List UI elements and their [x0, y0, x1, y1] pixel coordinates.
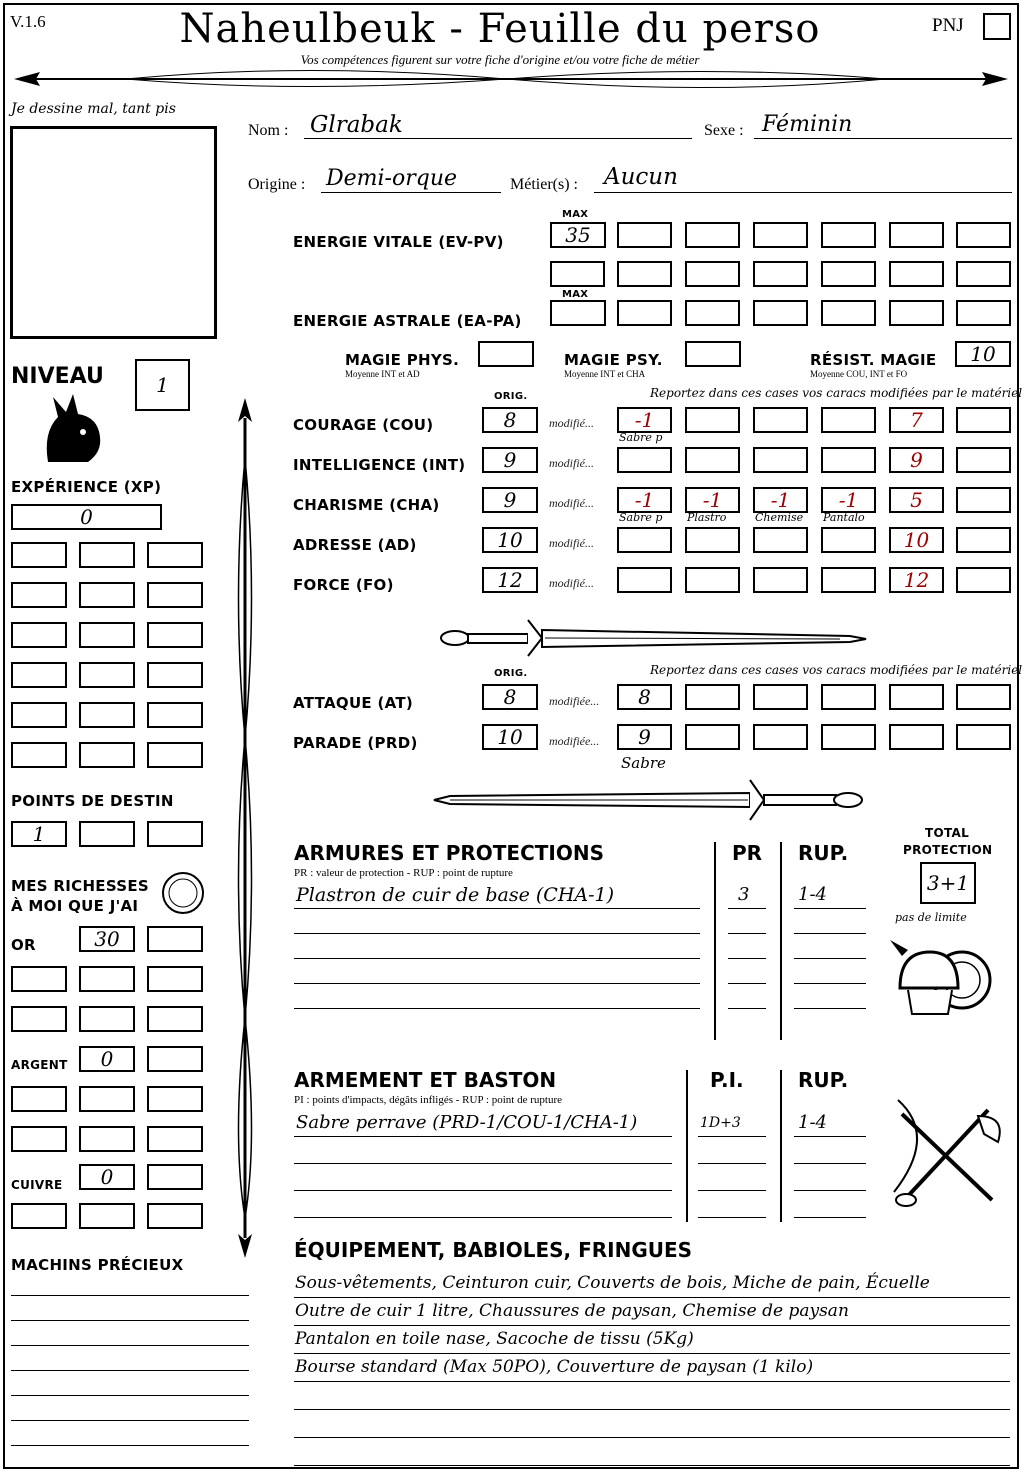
- armor-pr-line[interactable]: [728, 983, 766, 984]
- wealth-label-2: À MOI QUE J'AI: [11, 897, 139, 915]
- version-label: V.1.6: [10, 12, 46, 31]
- ev-label: ENERGIE VITALE (EV-PV): [293, 233, 504, 251]
- precious-line[interactable]: [11, 1420, 249, 1421]
- stat-mod-box[interactable]: 10: [889, 527, 944, 553]
- combat-mod-box[interactable]: [889, 724, 944, 750]
- stat-mod-box[interactable]: [753, 447, 808, 473]
- equipment-item[interactable]: Outre de cuir 1 litre, Chaussures de paysan, Chemise de paysan: [295, 1301, 849, 1321]
- weapon-line[interactable]: [294, 1190, 672, 1191]
- stat-mod-box[interactable]: [753, 407, 808, 433]
- armor-line[interactable]: [294, 1008, 700, 1009]
- stat-mod-box[interactable]: -1: [685, 487, 740, 513]
- sex-label: Sexe :: [704, 122, 744, 139]
- equipment-title: ÉQUIPEMENT, BABIOLES, FRINGUES: [294, 1238, 693, 1262]
- weapon-item-rup[interactable]: 1-4: [798, 1112, 827, 1133]
- stat-mod-box[interactable]: [617, 567, 672, 593]
- wealth-box[interactable]: [11, 1126, 67, 1152]
- stat-label: FORCE (FO): [293, 576, 394, 594]
- armor-pr-label: PR: [732, 841, 763, 865]
- wealth-box[interactable]: [11, 1203, 67, 1229]
- xp-box[interactable]: [11, 622, 67, 648]
- wealth-box[interactable]: [11, 1086, 67, 1112]
- weapon-line[interactable]: [294, 1217, 672, 1218]
- wealth-box[interactable]: [79, 1006, 135, 1032]
- name-value[interactable]: Glrabak: [310, 112, 403, 138]
- ev-box[interactable]: [550, 261, 605, 287]
- ev-box[interactable]: [889, 261, 944, 287]
- armor-sub: PR : valeur de protection - RUP : point de rupture: [294, 867, 513, 879]
- wealth-box[interactable]: [147, 1046, 203, 1072]
- equipment-item[interactable]: Pantalon en toile nase, Sacoche de tissu (5Kg): [295, 1329, 694, 1349]
- weapon-rup-line[interactable]: [794, 1136, 866, 1137]
- magic-phys-label: MAGIE PHYS.: [345, 351, 460, 369]
- dragon-icon: [38, 392, 108, 466]
- stat-mod-box[interactable]: -1: [617, 487, 672, 513]
- magic-phys-sub: Moyenne INT et AD: [345, 369, 420, 379]
- wealth-box[interactable]: [147, 926, 203, 952]
- xp-box[interactable]: [147, 702, 203, 728]
- destiny-box[interactable]: [79, 821, 135, 847]
- precious-line[interactable]: [11, 1395, 249, 1396]
- ev-box[interactable]: [956, 261, 1011, 287]
- weapon-rup-line[interactable]: [794, 1163, 866, 1164]
- stat-orig-box[interactable]: 8: [482, 407, 538, 433]
- armor-divider-2: [780, 842, 782, 1040]
- magic-phys-box[interactable]: [478, 341, 534, 367]
- ev-max-label: MAX: [562, 209, 589, 220]
- pnj-checkbox[interactable]: [983, 13, 1011, 40]
- armor-pr-line[interactable]: [728, 958, 766, 959]
- combat-mod-box[interactable]: 9: [617, 724, 672, 750]
- armor-rup-label: RUP.: [798, 841, 849, 865]
- stat-mod-box[interactable]: [753, 567, 808, 593]
- combat-mod-box[interactable]: [685, 684, 740, 710]
- combat-modif-label: modifiée...: [549, 694, 600, 708]
- equipment-line[interactable]: [294, 1465, 1010, 1466]
- precious-line[interactable]: [11, 1295, 249, 1296]
- coin-icon: [160, 870, 206, 916]
- stat-mod-box[interactable]: [685, 527, 740, 553]
- weapons-title: ARMEMENT ET BASTON: [294, 1068, 557, 1092]
- precious-line[interactable]: [11, 1320, 249, 1321]
- stat-mod-box[interactable]: 9: [889, 447, 944, 473]
- ea-box[interactable]: [821, 300, 876, 326]
- armor-rup-line[interactable]: [794, 1008, 866, 1009]
- ea-box[interactable]: [685, 300, 740, 326]
- precious-label: MACHINS PRÉCIEUX: [11, 1256, 184, 1274]
- stat-label: CHARISME (CHA): [293, 496, 440, 514]
- ev-max-box[interactable]: 35: [550, 222, 606, 248]
- sex-line: [754, 138, 1012, 139]
- xp-box[interactable]: [11, 542, 67, 568]
- armor-title: ARMURES ET PROTECTIONS: [294, 841, 604, 865]
- stat-orig-box[interactable]: 9: [482, 487, 538, 513]
- stat-mod-box[interactable]: -1: [753, 487, 808, 513]
- sword-icon-2: [430, 776, 870, 826]
- stat-mod-note: Plastro: [687, 511, 727, 524]
- stat-orig-box[interactable]: 9: [482, 447, 538, 473]
- ev-box[interactable]: [889, 222, 944, 248]
- xp-box[interactable]: [79, 542, 135, 568]
- copper-box[interactable]: 0: [79, 1164, 135, 1190]
- stat-orig-box[interactable]: 10: [482, 527, 538, 553]
- stat-mod-box[interactable]: [685, 407, 740, 433]
- destiny-label: POINTS DE DESTIN: [11, 792, 174, 810]
- xp-box[interactable]: [79, 742, 135, 768]
- pnj-label: PNJ: [932, 15, 964, 36]
- wealth-box[interactable]: [79, 1126, 135, 1152]
- sex-value[interactable]: Féminin: [762, 112, 853, 137]
- armor-line[interactable]: [294, 933, 700, 934]
- stat-mod-box[interactable]: [956, 527, 1011, 553]
- armor-pr-line[interactable]: [728, 1008, 766, 1009]
- precious-line[interactable]: [11, 1370, 249, 1371]
- vertical-spear-icon: [230, 398, 260, 1258]
- stat-mod-box[interactable]: [821, 407, 876, 433]
- wealth-box[interactable]: [147, 1164, 203, 1190]
- xp-box[interactable]: [147, 662, 203, 688]
- stat-mod-box[interactable]: [685, 447, 740, 473]
- total-label-2: PROTECTION: [903, 843, 993, 857]
- origin-value[interactable]: Demi-orque: [326, 166, 458, 191]
- ev-box[interactable]: [617, 222, 672, 248]
- weapon-pi-line[interactable]: [698, 1190, 766, 1191]
- portrait-caption: Je dessine mal, tant pis: [11, 101, 176, 117]
- equipment-line[interactable]: [294, 1381, 1010, 1382]
- armor-pr-line[interactable]: [728, 908, 766, 909]
- stat-mod-box[interactable]: [956, 487, 1011, 513]
- stat-mod-box[interactable]: [821, 567, 876, 593]
- equipment-line[interactable]: [294, 1297, 1010, 1298]
- wealth-box[interactable]: [147, 966, 203, 992]
- ev-box[interactable]: [753, 222, 808, 248]
- helmet-shield-icon: [888, 928, 998, 1028]
- stat-mod-box[interactable]: -1: [821, 487, 876, 513]
- wealth-box[interactable]: [147, 1006, 203, 1032]
- armor-item-pr[interactable]: 3: [738, 884, 750, 905]
- xp-box[interactable]: [79, 622, 135, 648]
- stat-mod-box[interactable]: [956, 567, 1011, 593]
- armor-item-name[interactable]: Plastron de cuir de base (CHA-1): [296, 884, 615, 906]
- ea-max-box[interactable]: [550, 300, 606, 326]
- magic-psy-sub: Moyenne INT et CHA: [564, 369, 646, 379]
- wealth-label-1: MES RICHESSES: [11, 877, 150, 895]
- weapons-sub: PI : points d'impacts, dégâts infligés - RUP : point de rupture: [294, 1094, 562, 1106]
- weapon-rup-line[interactable]: [794, 1217, 866, 1218]
- wealth-box[interactable]: [147, 1203, 203, 1229]
- magic-psy-label: MAGIE PSY.: [564, 351, 663, 369]
- combat-mod-box[interactable]: [753, 724, 808, 750]
- wealth-box[interactable]: [11, 966, 67, 992]
- armor-rup-line[interactable]: [794, 908, 866, 909]
- combat-mod-box[interactable]: [753, 684, 808, 710]
- weapons-pi-label: P.I.: [710, 1068, 744, 1092]
- weapon-item-name[interactable]: Sabre perrave (PRD-1/COU-1/CHA-1): [296, 1112, 638, 1133]
- job-label: Métier(s) :: [510, 176, 578, 193]
- xp-box[interactable]: [79, 662, 135, 688]
- equipment-line[interactable]: [294, 1353, 1010, 1354]
- weapon-rup-line[interactable]: [794, 1190, 866, 1191]
- spear-divider-icon: [6, 64, 1016, 94]
- sheet-subtitle: Vos compétences figurent sur votre fiche d'origine et/ou votre fiche de métier: [300, 52, 700, 67]
- weapon-line[interactable]: [294, 1136, 672, 1137]
- xp-label: EXPÉRIENCE (XP): [11, 478, 162, 496]
- stat-mod-box[interactable]: [617, 527, 672, 553]
- armor-line[interactable]: [294, 983, 700, 984]
- stat-label: COURAGE (COU): [293, 416, 434, 434]
- combat-mod-box[interactable]: [821, 684, 876, 710]
- job-line: [594, 192, 1012, 193]
- armor-pr-line[interactable]: [728, 933, 766, 934]
- ev-box[interactable]: [753, 261, 808, 287]
- sheet-title: Naheulbeuk - Feuille du perso: [179, 6, 821, 52]
- stat-mod-box[interactable]: [685, 567, 740, 593]
- equipment-line[interactable]: [294, 1409, 1010, 1410]
- magic-resist-label: RÉSIST. MAGIE: [810, 351, 937, 369]
- copper-label: CUIVRE: [11, 1178, 63, 1192]
- combat-label: ATTAQUE (AT): [293, 694, 414, 712]
- xp-box[interactable]: [11, 662, 67, 688]
- destiny-box[interactable]: 1: [11, 821, 67, 847]
- armor-line[interactable]: [294, 908, 700, 909]
- level-label: NIVEAU: [11, 364, 104, 389]
- xp-box[interactable]: [147, 542, 203, 568]
- weapon-pi-line[interactable]: [698, 1217, 766, 1218]
- stat-mod-box[interactable]: -1: [617, 407, 672, 433]
- equipment-item[interactable]: Sous-vêtements, Ceinturon cuir, Couverts de bois, Miche de pain, Écuelle: [295, 1273, 930, 1293]
- gold-box[interactable]: 30: [79, 926, 135, 952]
- stat-mod-note: Sabre p: [619, 511, 663, 524]
- xp-box[interactable]: [79, 582, 135, 608]
- combat-orig-box[interactable]: 8: [482, 684, 538, 710]
- ev-box[interactable]: [956, 222, 1011, 248]
- precious-line[interactable]: [11, 1345, 249, 1346]
- ea-label: ENERGIE ASTRALE (EA-PA): [293, 312, 522, 330]
- stat-mod-box[interactable]: 7: [889, 407, 944, 433]
- weapons-rup-label: RUP.: [798, 1068, 849, 1092]
- name-label: Nom :: [248, 122, 289, 139]
- stat-mod-box[interactable]: [617, 447, 672, 473]
- stat-orig-box[interactable]: 12: [482, 567, 538, 593]
- combat-mod-box[interactable]: [685, 724, 740, 750]
- weapon-item-pi[interactable]: 1D+3: [700, 1115, 741, 1131]
- ea-box[interactable]: [617, 300, 672, 326]
- stat-mod-note: Sabre p: [619, 431, 663, 444]
- origin-line: [321, 192, 501, 193]
- weapons-divider-1: [686, 1070, 688, 1222]
- silver-label: ARGENT: [11, 1058, 68, 1072]
- combat-mod-box[interactable]: 8: [617, 684, 672, 710]
- stat-mod-box[interactable]: [821, 527, 876, 553]
- stat-modif-label: modifié...: [549, 536, 594, 550]
- xp-box[interactable]: [79, 702, 135, 728]
- stat-mod-box[interactable]: [753, 527, 808, 553]
- stat-mod-box[interactable]: 5: [889, 487, 944, 513]
- stat-modif-label: modifié...: [549, 576, 594, 590]
- armor-line[interactable]: [294, 958, 700, 959]
- armor-item-rup[interactable]: 1-4: [798, 884, 827, 905]
- combat-label: PARADE (PRD): [293, 734, 418, 752]
- stat-mod-box[interactable]: [956, 407, 1011, 433]
- crossed-weapons-icon: [888, 1096, 1008, 1214]
- level-box[interactable]: 1: [135, 359, 190, 411]
- precious-line[interactable]: [11, 1445, 249, 1446]
- armor-divider-1: [714, 842, 716, 1040]
- job-value[interactable]: Aucun: [604, 164, 678, 190]
- combat-mod-box[interactable]: [821, 724, 876, 750]
- weapon-pi-line[interactable]: [698, 1136, 766, 1137]
- combat-mod-box[interactable]: [956, 724, 1011, 750]
- weapon-line[interactable]: [294, 1163, 672, 1164]
- stat-mod-box[interactable]: 12: [889, 567, 944, 593]
- stat-modif-label: modifié...: [549, 496, 594, 510]
- ev-box[interactable]: [821, 222, 876, 248]
- xp-box[interactable]: [147, 582, 203, 608]
- combat-modif-label: modifiée...: [549, 734, 600, 748]
- ea-box[interactable]: [956, 300, 1011, 326]
- equipment-item[interactable]: Bourse standard (Max 50PO), Couverture de paysan (1 kilo): [295, 1357, 814, 1377]
- wealth-box[interactable]: [79, 966, 135, 992]
- ea-box[interactable]: [753, 300, 808, 326]
- ev-box[interactable]: [685, 261, 740, 287]
- weapon-pi-line[interactable]: [698, 1163, 766, 1164]
- wealth-box[interactable]: [147, 1126, 203, 1152]
- xp-box[interactable]: [11, 742, 67, 768]
- ea-max-label: MAX: [562, 289, 589, 300]
- combat-report-note: Reportez dans ces cases vos caracs modifiées par le matériel: [650, 663, 1023, 677]
- stat-mod-note: Pantalo: [823, 511, 865, 524]
- combat-mod-box[interactable]: [956, 684, 1011, 710]
- gold-label: OR: [11, 936, 36, 954]
- wealth-box[interactable]: [11, 1006, 67, 1032]
- ea-box[interactable]: [889, 300, 944, 326]
- wealth-box[interactable]: [79, 1203, 135, 1229]
- armor-rup-line[interactable]: [794, 933, 866, 934]
- sword-icon: [430, 612, 870, 662]
- weapons-divider-2: [780, 1070, 782, 1222]
- equipment-line[interactable]: [294, 1437, 1010, 1438]
- ev-box[interactable]: [685, 222, 740, 248]
- total-protection-box[interactable]: 3+1: [920, 862, 976, 904]
- wealth-box[interactable]: [79, 1086, 135, 1112]
- origin-label: Origine :: [248, 176, 306, 193]
- stat-mod-box[interactable]: [821, 447, 876, 473]
- combat-mod-note: Sabre: [621, 754, 666, 772]
- ev-box[interactable]: [617, 261, 672, 287]
- armor-rup-line[interactable]: [794, 958, 866, 959]
- portrait-box[interactable]: [10, 126, 217, 339]
- stats-orig-label: ORIG.: [494, 391, 528, 402]
- name-line: [304, 138, 692, 139]
- magic-psy-box[interactable]: [685, 341, 741, 367]
- stat-label: INTELLIGENCE (INT): [293, 456, 466, 474]
- stats-report-note: Reportez dans ces cases vos caracs modifiées par le matériel: [650, 386, 1023, 400]
- equipment-line[interactable]: [294, 1325, 1010, 1326]
- xp-box[interactable]: [11, 582, 67, 608]
- magic-resist-sub: Moyenne COU, INT et FO: [810, 369, 908, 379]
- combat-mod-box[interactable]: [889, 684, 944, 710]
- xp-box[interactable]: 0: [11, 504, 162, 530]
- total-label-1: TOTAL: [925, 826, 970, 840]
- xp-box[interactable]: [11, 702, 67, 728]
- xp-box[interactable]: [147, 622, 203, 648]
- ev-box[interactable]: [821, 261, 876, 287]
- wealth-box[interactable]: [147, 1086, 203, 1112]
- combat-orig-label: ORIG.: [494, 668, 528, 679]
- xp-box[interactable]: [147, 742, 203, 768]
- stat-modif-label: modifié...: [549, 456, 594, 470]
- armor-rup-line[interactable]: [794, 983, 866, 984]
- stat-mod-note: Chemise: [755, 511, 804, 524]
- destiny-box[interactable]: [147, 821, 203, 847]
- stat-label: ADRESSE (AD): [293, 536, 417, 554]
- combat-orig-box[interactable]: 10: [482, 724, 538, 750]
- magic-resist-box[interactable]: 10: [955, 341, 1011, 367]
- silver-box[interactable]: 0: [79, 1046, 135, 1072]
- total-note: pas de limite: [895, 911, 967, 924]
- stat-mod-box[interactable]: [956, 447, 1011, 473]
- stat-modif-label: modifié...: [549, 416, 594, 430]
